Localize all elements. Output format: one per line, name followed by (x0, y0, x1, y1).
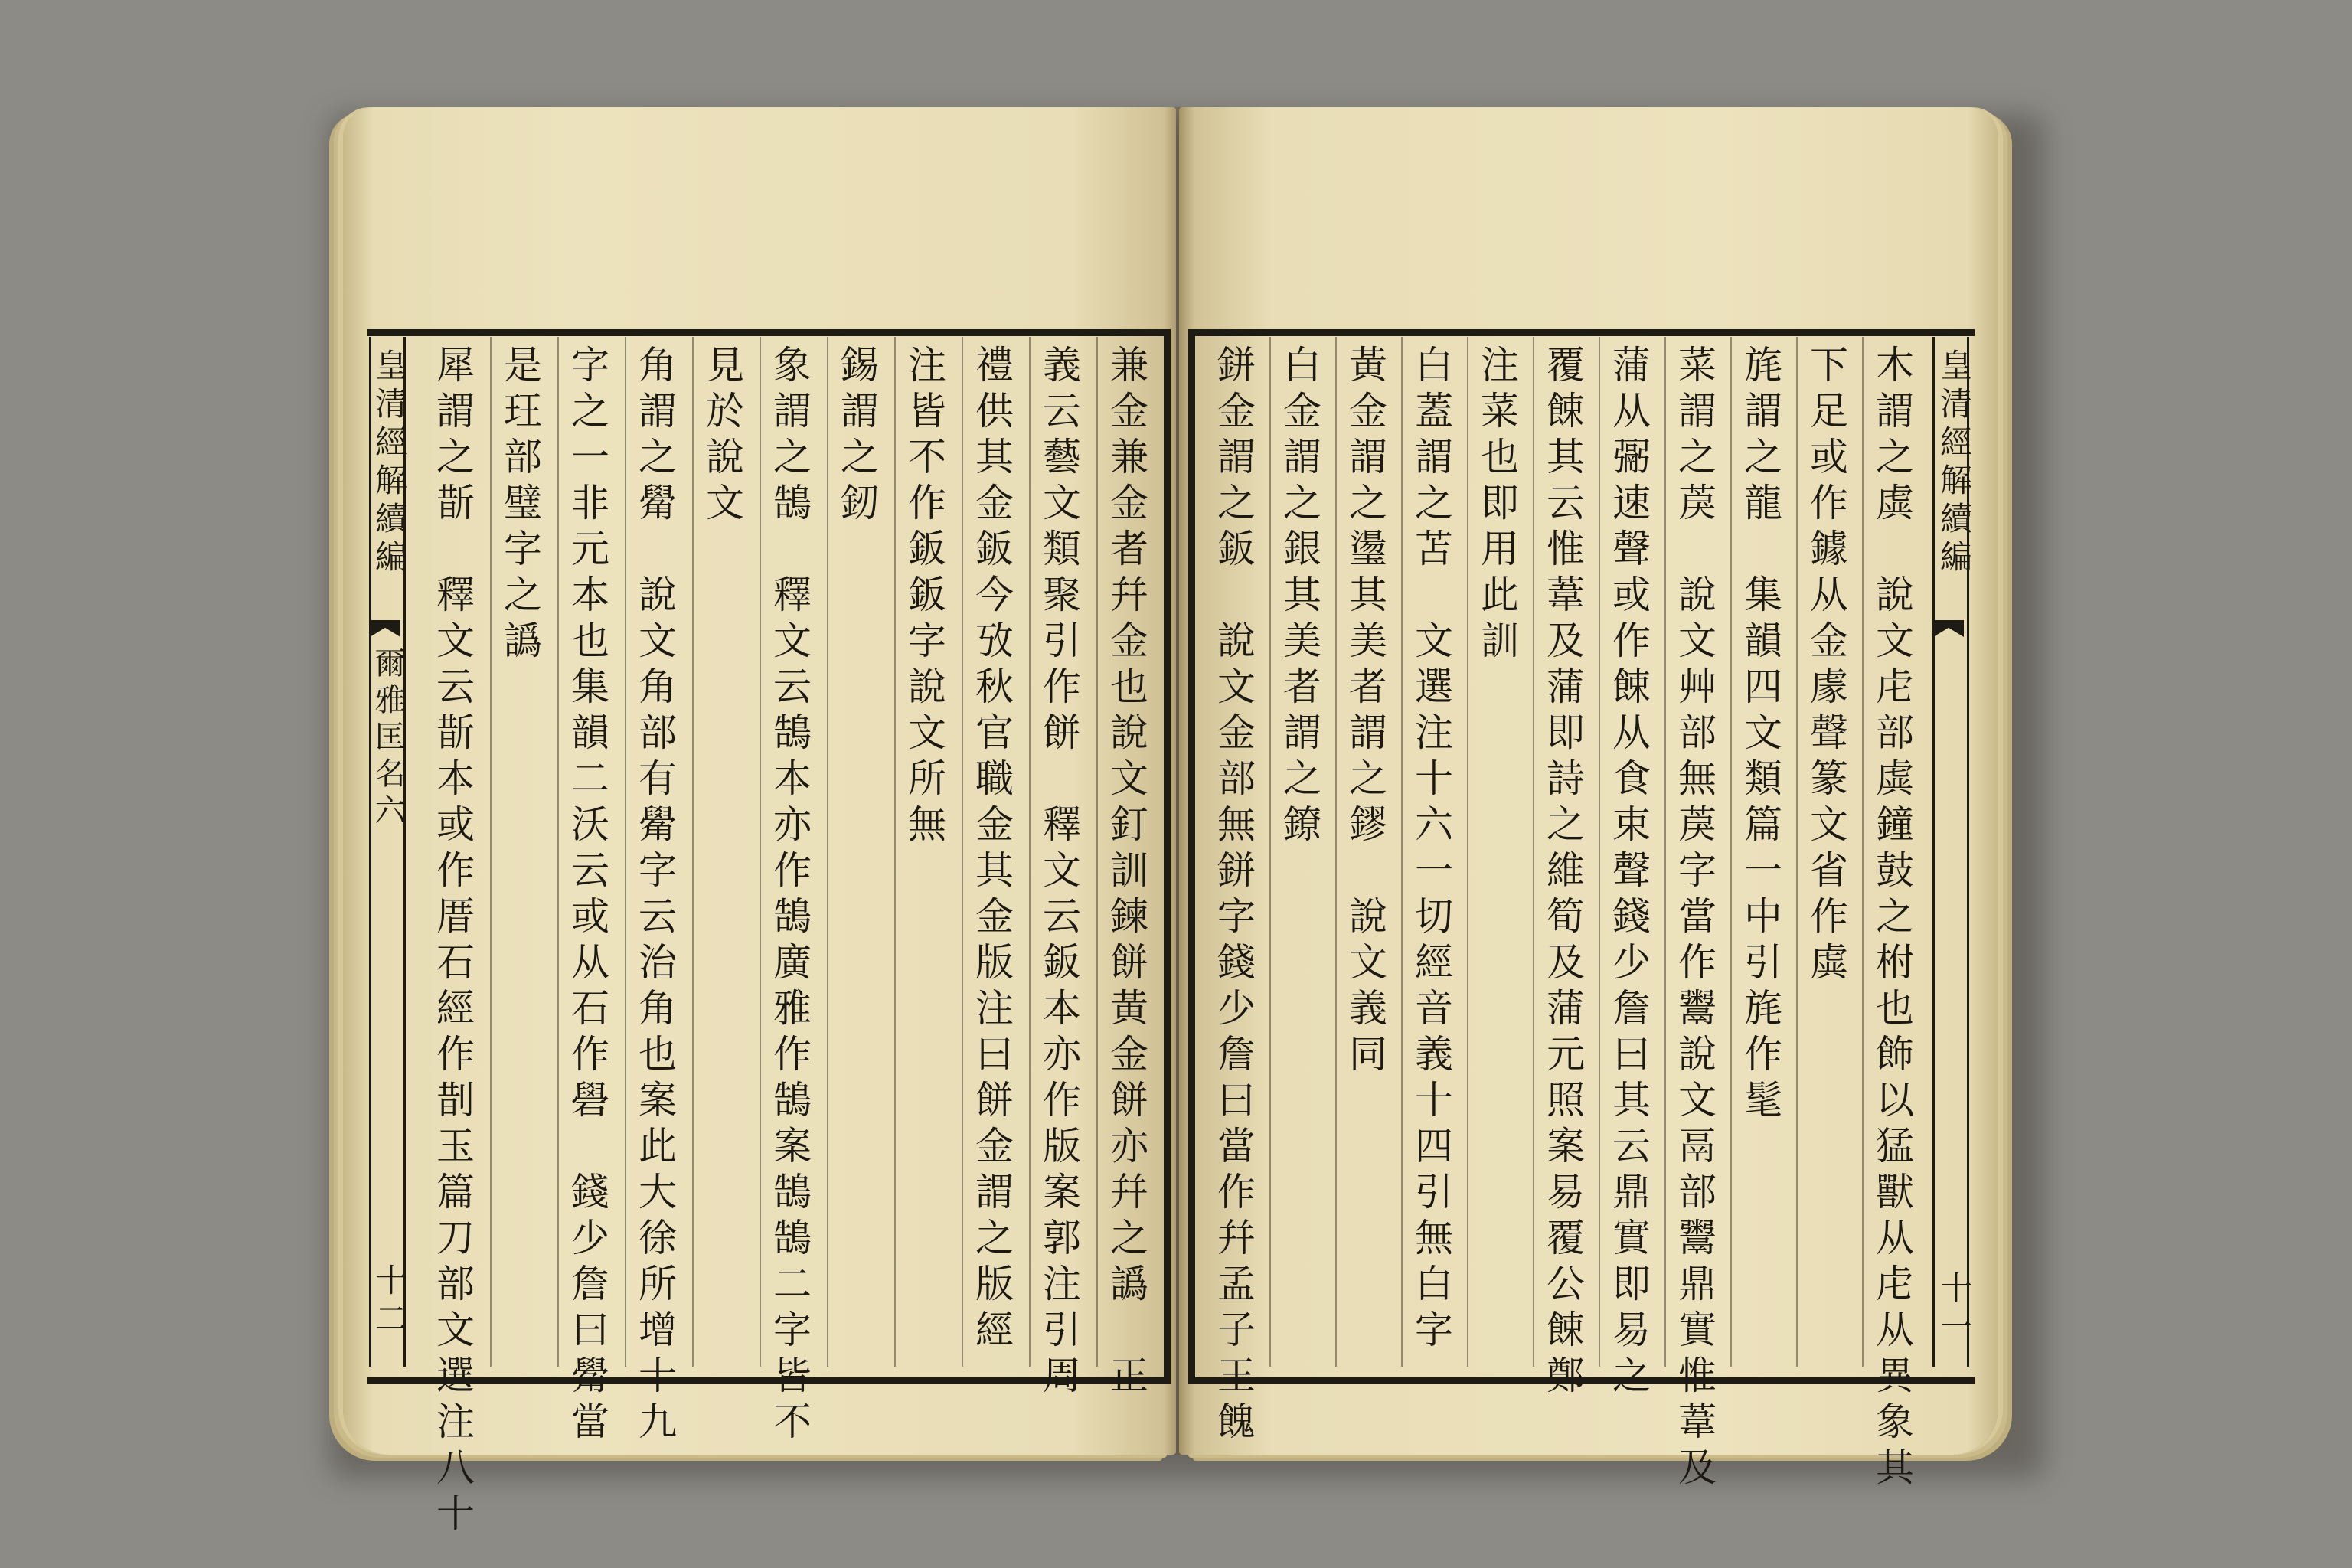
col-rule (894, 337, 896, 1367)
left-col-5: 錫謂之釰 (835, 345, 879, 528)
left-col-9: 字之一非元本也集韻二沃云或从石作礐 錢少詹曰觷當 (565, 345, 609, 1447)
left-col-7: 見於說文 (700, 345, 744, 528)
left-col-2: 義云藝文類聚引作餅 釋文云鈑本亦作版案郭注引周 (1037, 345, 1081, 1401)
col-rule (827, 337, 828, 1367)
right-col-4: 菜謂之䓞 說文艸部無䓞字當作鬻說文鬲部鬻鼎實惟葦及 (1672, 345, 1717, 1493)
right-margin-title: 皇清經解續編 (1936, 348, 1973, 578)
right-folio: 十一 (1936, 1271, 1973, 1348)
col-rule (1730, 337, 1732, 1367)
col-rule (557, 337, 559, 1367)
col-rule (1269, 337, 1271, 1367)
col-rule (490, 337, 492, 1367)
right-col-9: 黃金謂之璗其美者謂之鏐 說文義同 (1343, 345, 1387, 1080)
left-col-6: 象謂之鵠 釋文云鵠本亦作鵠廣雅作鵠案鵠鵠二字皆不 (767, 345, 812, 1447)
right-col-3: 旄謂之龍 集韻四文類篇一中引旄作髦 (1738, 345, 1782, 1125)
left-col-8: 角謂之觷 說文角部有觷字云治角也案此大徐所增十九 (632, 345, 677, 1447)
col-rule (1599, 337, 1600, 1367)
col-rule (1029, 337, 1031, 1367)
right-col-10: 白金謂之銀其美者謂之鐐 (1277, 345, 1321, 850)
right-col-2: 下足或作鐻从金豦聲篆文省作虡 (1804, 345, 1848, 988)
right-col-5: 蒲从䰜速聲或作餗从食束聲錢少詹曰其云鼎實即易之 (1606, 345, 1651, 1401)
left-margin-title: 皇清經解續編 (371, 348, 408, 578)
col-rule (1401, 337, 1403, 1367)
col-rule (625, 337, 626, 1367)
left-col-4: 注皆不作鈑鈑字說文所無 (902, 345, 946, 850)
right-col-8: 白蓋謂之苫 文選注十六一切經音義十四引無白字 (1409, 345, 1453, 1355)
right-col-1: 木謂之虡 說文虍部虡鐘鼓之柎也飾以猛獸从虍从異象其 (1870, 345, 1914, 1493)
col-rule (1796, 337, 1798, 1367)
right-col-6: 覆餗其云惟葦及蒲即詩之維筍及蒲元照案易覆公餗鄭 (1540, 345, 1585, 1401)
right-col-11: 鉼金謂之鈑 說文金部無鉼字錢少詹曰當作幷孟子王餽 (1211, 345, 1256, 1447)
left-col-11: 犀謂之斮 釋文云斮本或作厝石經作剒玉篇刀部文選注八十 (430, 345, 475, 1539)
col-rule (1533, 337, 1534, 1367)
left-col-10: 是玨部璧字之譌 (498, 345, 542, 666)
col-rule (962, 337, 963, 1367)
col-rule (1862, 337, 1864, 1367)
col-rule (1664, 337, 1666, 1367)
col-rule (1096, 337, 1098, 1367)
left-margin-chapter: 爾雅匡名六 (370, 647, 405, 831)
col-rule (1467, 337, 1468, 1367)
col-rule (1335, 337, 1337, 1367)
left-folio: 十二 (371, 1263, 408, 1340)
left-col-3: 禮供其金鈑今攷秋官職金其金版注曰餅金謂之版經 (969, 345, 1014, 1355)
col-rule (760, 337, 761, 1367)
left-col-1: 兼金兼金者幷金也說文釘訓鍊餅黃金餅亦幷之譌 正 (1104, 345, 1148, 1401)
right-col-7: 注菜也即用此訓 (1475, 345, 1519, 666)
col-rule (692, 337, 694, 1367)
